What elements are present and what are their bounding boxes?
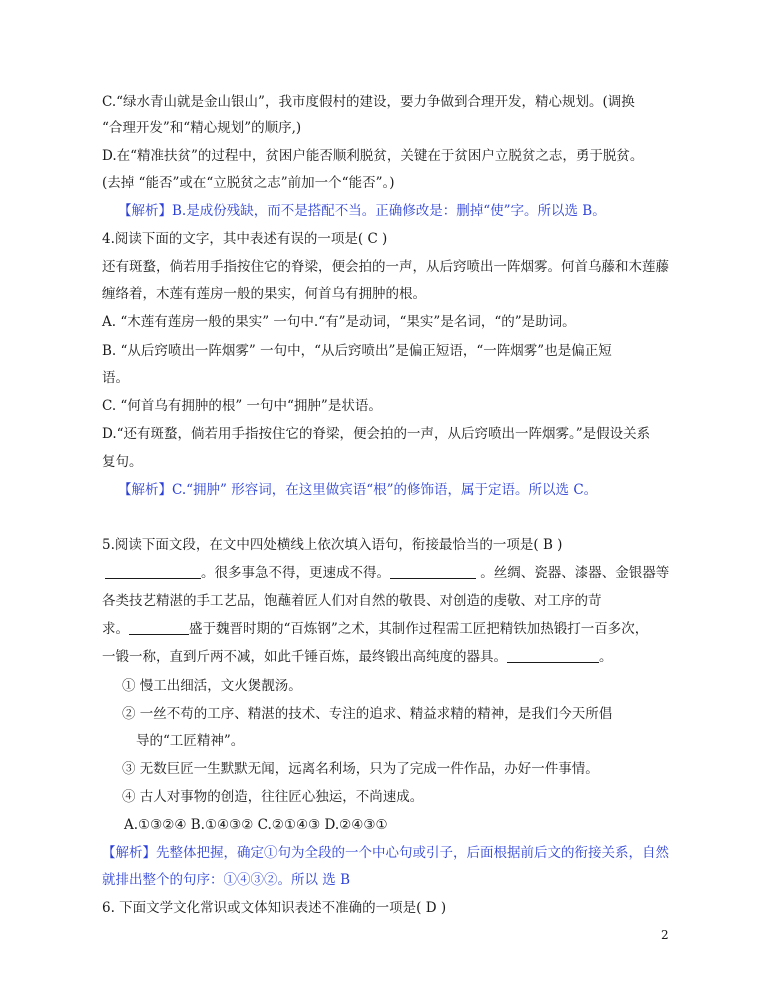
q4-option-d-line-2: 复句。 [102,454,143,470]
q5-sentence-4: ④ 古人对事物的创造，往往匠心独运，不尚速成。 [122,789,424,805]
q6-stem: 6. 下面文学文化常识或文体知识表述不准确的一项是( D ) [102,900,447,916]
passage-text: 。很多事急不得，更速成不得。 [201,565,390,581]
passage-text: 盛于魏晋时期的“百炼钢”之术，其制作过程需工匠把精铁加热锻打一百多次， [189,621,649,637]
q4-analysis: 【解析】C.“拥肿” 形容词，在这里做宾语“根”的修饰语，属于定语。所以选 C。 [118,482,598,498]
passage-text: 求。 [102,621,129,637]
q4-option-a: A. “木莲有莲房一般的果实” 一句中.“有”是动词，“果实”是名词，“的”是助词。 [102,314,576,330]
q4-stem: 4.阅读下面的文字，其中表述有误的一项是( C ) [102,231,388,247]
q5-passage-line-2: 各类技艺精湛的手工艺品，饱蘸着匠人们对自然的敬畏、对创造的虔敬、对工序的苛 [102,593,602,609]
q5-sentence-3: ③ 无数巨匠一生默默无闻，远离名利场，只为了完成一件作品，办好一件事情。 [122,761,599,777]
blank-2 [390,564,476,579]
blank-1 [105,564,201,579]
q3-analysis: 【解析】B.是成份残缺，而不是搭配不当。正确修改是：删掉“使”字。所以选 B。 [118,203,606,219]
q3-option-c-line-2: “合理开发”和“精心规划”的顺序,) [102,120,302,136]
q4-option-b-line-2: 语。 [102,370,129,386]
passage-text: 一锻一称，直到斤两不减，如此千锤百炼，最终锻出高纯度的器具。 [102,649,507,665]
q4-option-c: C. “何首乌有拥肿的根” 一句中“拥肿”是状语。 [102,398,382,414]
page-number: 2 [661,928,669,942]
q5-choices: A.①③②④ B.①④③② C.②①④③ D.②④③① [124,817,388,833]
blank-3 [129,620,189,635]
passage-text: 。丝绸、瓷器、漆器、金银器等 [476,565,670,581]
q5-stem: 5.阅读下面文段，在文中四处横线上依次填入语句，衔接最恰当的一项是( B ) [102,537,563,553]
q5-analysis-line-1: 【解析】先整体把握，确定①句为全段的一个中心句或引子，后面根据前后文的衔接关系，自然 [102,845,669,861]
q5-sentence-2-line-1: ② 一丝不苟的工序、精湛的技术、专注的追求、精益求精的精神，是我们今天所倡 [122,706,613,722]
q4-passage-line-2: 缠络着，木莲有莲房一般的果实，何首乌有拥肿的根。 [102,286,426,302]
q5-analysis-line-2: 就排出整个的句序：①④③②。所以 选 B [102,872,351,888]
q5-passage-line-3 [102,619,682,639]
q5-sentence-2-line-2: 导的“工匠精神”。 [136,733,245,749]
blank-4 [507,648,599,663]
q4-option-b-line-1: B. “从后窍喷出一阵烟雾” 一句中，“从后窍喷出”是偏正短语，“一阵烟雾”也是偏正短 [102,343,612,359]
q4-passage-line-1: 还有斑蝥，倘若用手指按住它的脊梁，便会拍的一声，从后窍喷出一阵烟雾。何首乌藤和木莲藤 [102,259,669,275]
passage-text: 。 [599,649,613,665]
q5-passage-line-1 [102,563,682,583]
q5-sentence-1: ① 慢工出细活，文火煲靓汤。 [122,678,302,694]
q3-option-d-line-2: (去掉 “能否”或在“立脱贫之志”前加一个“能否”。) [102,175,395,191]
q3-option-d-line-1: D.在“精准扶贫”的过程中，贫困户能否顺利脱贫，关键在于贫困户立脱贫之志，勇于脱贫。 [102,148,644,164]
q3-option-c-line-1: C.“绿水青山就是金山银山”，我市度假村的建设，要力争做到合理开发，精心规划。(调换 [102,94,635,110]
q5-passage-line-4 [102,647,682,667]
q4-option-d-line-1: D.“还有斑蝥，倘若用手指按住它的脊梁，便会拍的一声，从后窍喷出一阵烟雾。”是假设关系 [102,426,651,442]
